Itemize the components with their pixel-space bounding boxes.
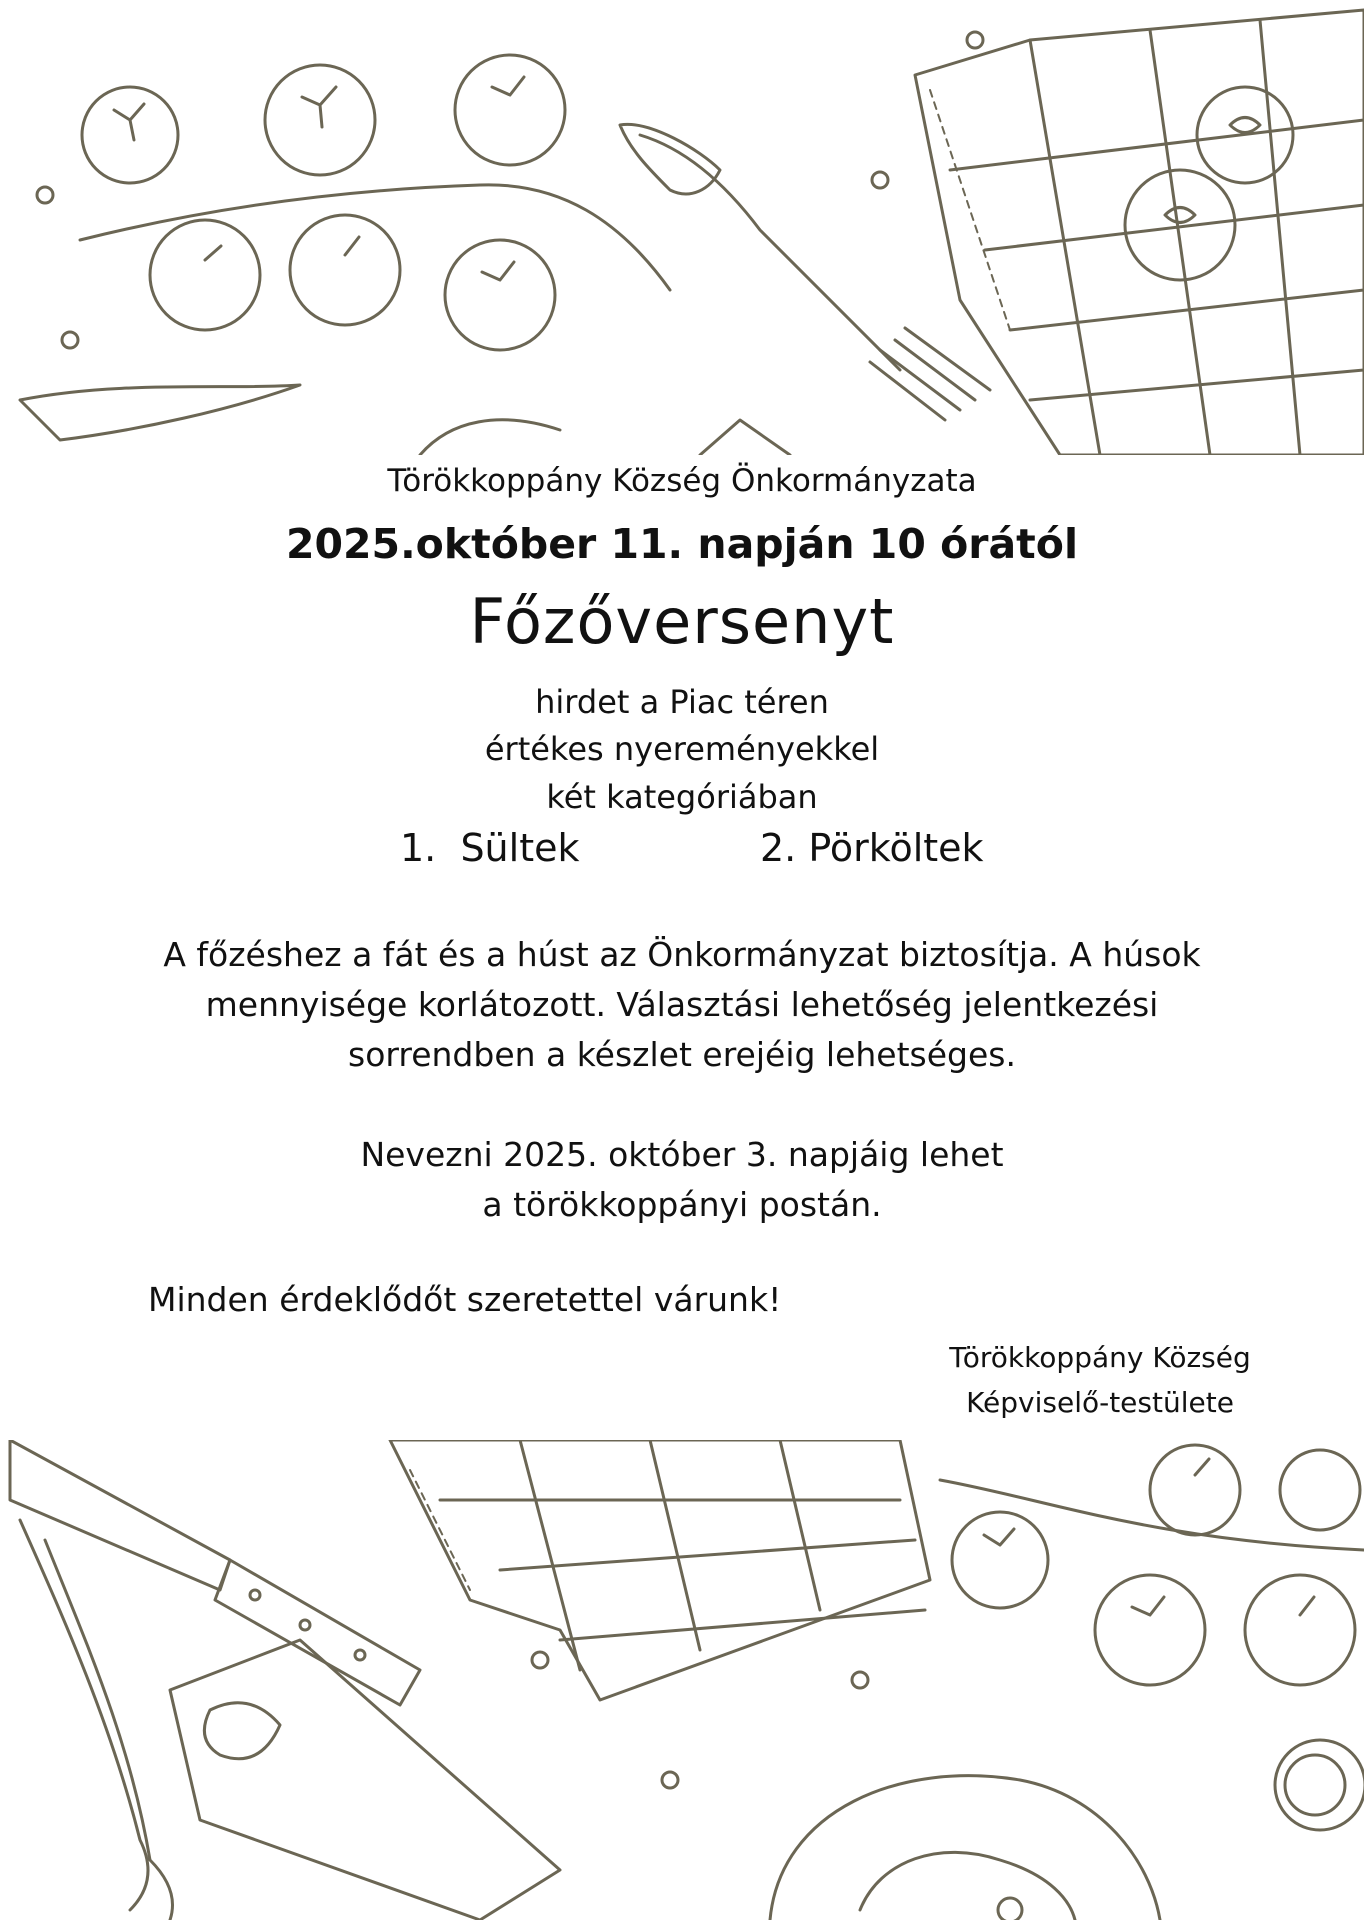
event-title: Főzőversenyt — [469, 585, 895, 658]
paragraph-line: mennyisége korlátozott. Választási lehetőség jelentkezési — [205, 985, 1159, 1024]
vine-branch — [80, 185, 670, 290]
tomato — [1280, 1450, 1360, 1530]
cucumber-slice — [1275, 1740, 1364, 1830]
event-date: 2025.október 11. napján 10 órától — [285, 520, 1079, 568]
fork-handle — [640, 135, 900, 370]
subtitle-line: értékes nyereményekkel — [484, 730, 880, 768]
tomato-slice — [1125, 170, 1235, 280]
paragraph-line: sorrendben a készlet erejéig lehetséges. — [348, 1035, 1016, 1074]
category-number: 2. — [760, 826, 797, 870]
category-number: 1. — [400, 826, 437, 870]
tomato — [1245, 1575, 1355, 1685]
info-paragraph — [0, 930, 1364, 1080]
spring-onion — [20, 1520, 173, 1920]
subtitle-line: két kategóriában — [546, 778, 818, 816]
category-2 — [760, 826, 984, 870]
category-1 — [400, 826, 579, 870]
cutting-board — [170, 1640, 560, 1920]
leaf — [20, 385, 300, 440]
tomato — [1095, 1575, 1205, 1685]
subtitle-line: hirdet a Piac téren — [535, 683, 829, 721]
tomato — [952, 1512, 1048, 1608]
tomato — [150, 220, 260, 330]
signature-block — [920, 1335, 1280, 1425]
bowl — [770, 1776, 1160, 1920]
tomato — [1150, 1445, 1240, 1535]
signature-line: Képviselő-testülete — [966, 1386, 1234, 1419]
paragraph-line: A főzéshez a fát és a húst az Önkormányzat biztosítja. A húsok — [163, 935, 1201, 974]
knife-handle — [215, 1560, 420, 1705]
knife-blade — [10, 1440, 230, 1590]
bottom-decoration-illustration — [0, 1440, 1364, 1920]
registration-line: a törökkoppányi postán. — [482, 1185, 882, 1224]
tomato — [290, 215, 400, 325]
category-name: Sültek — [460, 826, 580, 870]
invitation-text: Minden érdeklődőt szeretettel várunk! — [148, 1280, 782, 1319]
signature-line: Törökkoppány Község — [949, 1341, 1251, 1374]
organizer: Törökkoppány Község Önkormányzata — [387, 463, 977, 499]
category-name: Pörköltek — [808, 826, 984, 870]
registration-info — [0, 1130, 1364, 1230]
tomato — [445, 240, 555, 350]
tomato — [455, 55, 565, 165]
fork-tines — [870, 328, 990, 420]
registration-line: Nevezni 2025. október 3. napjáig lehet — [360, 1135, 1004, 1174]
top-decoration-illustration — [0, 0, 1364, 455]
tomato — [82, 87, 178, 183]
